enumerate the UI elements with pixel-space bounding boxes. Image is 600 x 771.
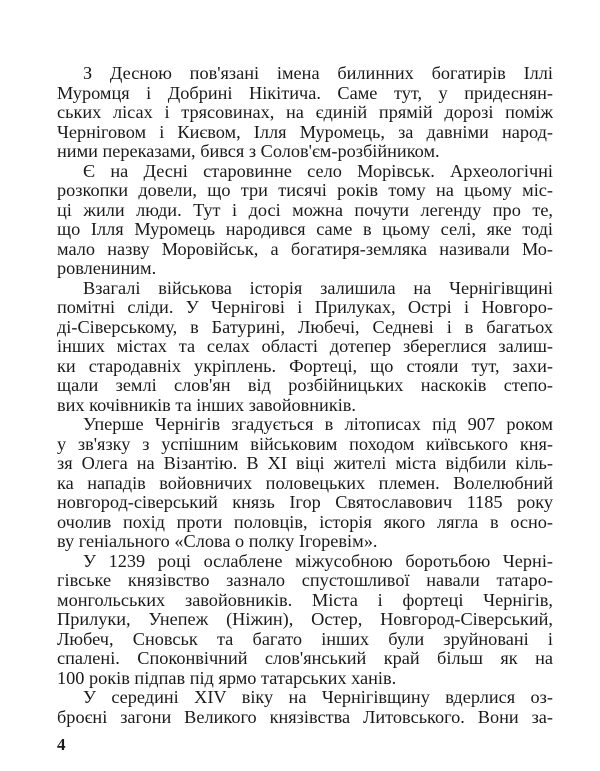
text-line: розкопки довели, що три тисячі років тому на цьому міс- xyxy=(57,180,553,200)
text-line: що Ілля Муромець народився саме в цьому селі, яке тоді xyxy=(57,219,553,239)
text-line: броєні загони Великого князівства Литовського. Вони за- xyxy=(57,706,553,727)
text-line: Прилуки, Унепеж (Ніжин), Остер, Новгород-Сіверський, xyxy=(57,609,553,629)
page-number: 4 xyxy=(57,735,66,754)
text-line: спалені. Споконвічний слов'янський край більш як на xyxy=(57,648,553,668)
paragraph xyxy=(57,64,553,162)
text-line: у зв'язку з успішним військовим походом київського кня- xyxy=(57,433,553,454)
text-line: Любеч, Сновськ та багато інших були зруйновані і xyxy=(57,628,553,649)
text-line: Черніговом і Києвом, Ілля Муромець, за давніми народ- xyxy=(57,121,553,142)
text-line: Взагалі військова історія залишила на Чернігівщині xyxy=(83,277,553,298)
text-line: вих кочівників та інших завойовників. xyxy=(57,394,356,415)
text-line: ських лісах і трясовинах, на єдиній прямій дорозі поміж xyxy=(57,102,553,122)
page-body-text xyxy=(57,64,553,727)
text-line: ці жили люди. Тут і досі можна почути легенду про те, xyxy=(57,199,553,220)
text-line: ву геніального «Слова о полку Ігоревім». xyxy=(57,531,378,551)
paragraph xyxy=(57,415,553,552)
text-line: У 1239 році ослаблене міжусобною боротьбою Черні- xyxy=(83,550,553,571)
text-line: інших містах та селах області дотепер збереглися залиш- xyxy=(57,336,553,356)
paragraph xyxy=(57,552,553,689)
text-line: Муромця і Добрині Нікітича. Саме тут, у придеснян- xyxy=(57,82,553,103)
text-line: ровлениним. xyxy=(57,258,157,278)
text-line: щали землі слов'ян від розбійницьких наскоків степо- xyxy=(57,375,553,395)
text-line: очолив похід проти половців, історія якого лягла в осно- xyxy=(57,511,553,532)
text-line: ними переказами, бився з Солов'єм-розбійником. xyxy=(57,141,440,161)
text-line: помітні сліди. У Чернігові і Прилуках, Острі і Новгоро- xyxy=(57,297,553,317)
text-line: 100 років підпав під ярмо татарських ханів. xyxy=(57,667,397,688)
text-line: зя Олега на Візантію. В XI віці жителі міста відбили кіль- xyxy=(57,453,553,473)
text-line: У середині XIV віку на Чернігівщину вдерлися оз- xyxy=(83,687,553,707)
text-line: Уперше Чернігів згадується в літописах під 907 роком xyxy=(83,414,553,434)
text-line: ді-Сіверському, в Батурині, Любечі, Седневі і в багатьох xyxy=(57,316,553,337)
text-line: ки стародавніх укріплень. Фортеці, що стояли тут, захи- xyxy=(57,355,553,376)
text-line: гівське князівство зазнало спустошливої навали татаро- xyxy=(57,570,553,590)
text-line: З Десною пов'язані імена билинних богатирів Іллі xyxy=(83,63,553,83)
text-line: мало назву Моровійськ, а богатиря-земляка називали Мо- xyxy=(57,238,553,259)
paragraph xyxy=(57,688,553,727)
text-line: ка нападів войовничих половецьких племен. Волелюбний xyxy=(57,472,553,493)
text-line: монгольських завойовників. Міста і фортеці Чернігів, xyxy=(57,589,553,610)
paragraph xyxy=(57,279,553,416)
text-line: новгород-сіверський князь Ігор Святославович 1185 року xyxy=(57,492,553,512)
paragraph xyxy=(57,162,553,279)
text-line: Є на Десні старовинне село Морівськ. Археологічні xyxy=(83,160,553,181)
